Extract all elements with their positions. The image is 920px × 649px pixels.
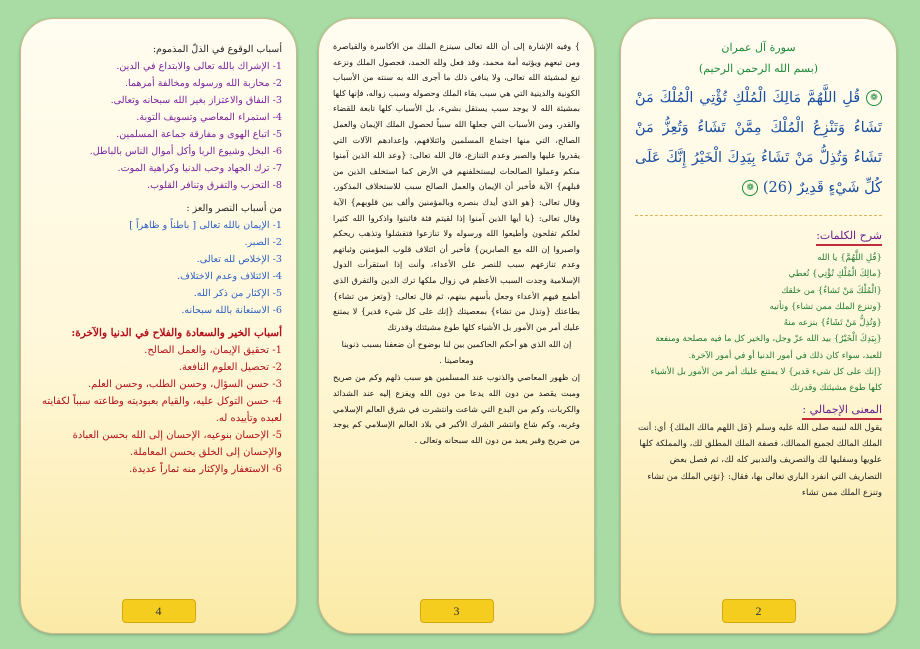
verse-text: قُلِ اللَّهُمَّ مَالِكَ الْمُلْكِ تُؤْتِي الْمُلْكَ مَنْ تَشَاءُ وَتَنْزِعُ الْمُلْكَ مِمَّنْ تَشَاءُ وَتُعِزُّ مَنْ تَشَاءُ وَتُذِلُّ مَنْ تَشَاءُ بِيَدِكَ الْخَيْرُ إِنَّكَ عَلَى كُلِّ شَيْءٍ قَدِيرٌ (26) [635,90,882,196]
page-number-badge: 2 [722,599,796,623]
sura-title: سورة آل عمران [721,41,796,54]
list-item: 7- ترك الجهاد وحب الدنيا وكراهية الموت. [117,163,282,174]
page-3-content [333,39,580,450]
list-item: 3- الإخلاص لله تعالى. [196,254,282,265]
list-item: 2- محاربة الله ورسوله ومخالفة أمرهما. [124,78,282,89]
list-item: 1- تحقيق الإيمان، والعمل الصالح. [144,345,282,356]
list-item: 4- استمراء المعاصي وتسويف التوبة. [136,112,282,123]
glossary-item: {بِيَدِكَ الْخَيْرُ} بيد الله عزّ وجل، والخير كل ما فيه مصلحة ومنفعة للعبد، سواء كان ذلك في أمور الدنيا أو في أمور الآخرة. [655,334,882,361]
commentary-paragraph: إن ظهور المعاصي والذنوب عند المسلمين هو سبب ذلهم وكم من صريح ومبت يقصد من دون الله يدعا من دون الله ويفزع إليه عند الشدائد والكربات، وكم من البدع التي شاعت وانتشرت في شرق العالم الإسلامي وغربه، وكم شاع وانتشر الشرك الأكبر في بلاد العالم الإسلامي كم يوجد من ضريح وقبر يعبد من دون الله سبحانه وتعالى . [333,372,580,445]
victory-causes-heading: من أسباب النصر والعز : [186,203,282,214]
glossary-heading: شرح الكلمات: [816,229,882,246]
goodness-causes-heading: أسباب الخير والسعادة والفلاح في الدنيا والآخرة: [71,327,282,339]
list-item: 6- الاستعانة بالله سبحانه. [181,305,282,316]
glossary-item: {وتنزع الملك ممن تشاء} وتأتيه [769,301,882,312]
list-item: 3- حسن السؤال، وحسن الطلب، وحسن العلم. [88,379,282,390]
divider [635,215,882,216]
list-item: 2- الصبر. [244,237,282,248]
meaning-text: يقول الله لنبيه صلى الله عليه وسلم {قل اللهم مالك الملك} أي: أنت الملك المالك لجميع الممالك، فصفة الملك المطلق لك، والمملكة كلها علويها وسفليها لك والتصريف والتدبير كله لك، ثم فصل بعض التصاريف التي انفرد الباري تعالى بها، فقال: {تؤتي الملك من تشاء وتنزع الملك ممن تشاء [638,422,882,498]
glossary-item: {وَتُذِلُّ مَنْ تَشَاءُ} بنزعه منهُ [783,318,882,329]
page-4-panel [20,18,297,634]
page-4-content [35,41,282,478]
list-item: 4- حسن التوكل عليه، والقيام بعبوديته وطاعته سبباً لكفايته لعبده وتأييده له. [42,396,282,424]
verse-ornament-icon: ❁ [866,90,882,106]
page-3-panel [318,18,595,634]
list-item: 3- النفاق والاعتزاز بغير الله سبحانه وتعالى. [110,95,282,106]
list-item: 6- الاستغفار والإكثار منه ثماراً عديدة. [129,464,282,475]
list-item: 5- الإحسان بنوعيه، الإحسان إلى الله بحسن العبادة والإحسان إلى الخلق بحسن المعاملة. [72,430,282,458]
humiliation-causes-heading: أسباب الوقوع في الذلّ المذموم: [152,44,282,55]
quran-verse [635,83,882,203]
glossary-item: {إنك على كل شيء قدير} لا يمتنع عليك أمر من الأمور بل الأشياء كلها طوع مشيئتك وقدرتك [650,367,882,394]
list-item: 1- الإشراك بالله تعالى والابتداع في الدين. [116,61,282,72]
meaning-heading: المعنى الإجمالي : [802,403,882,420]
glossary-item: {الْمُلْكَ مَنْ تَشاءُ} من خلقك [781,285,882,296]
glossary [635,250,882,397]
list-item: 6- البخل وشيوع الربا وأكل أموال الناس بالباطل. [89,146,282,157]
basmala: (بسم الله الرحمن الرحيم) [698,62,819,75]
page-2-panel [620,18,897,634]
page-number-badge: 3 [420,599,494,623]
verse-ornament-icon: ❁ [742,180,758,196]
page-number-badge: 4 [122,599,196,623]
glossary-item: {قُلِ اللَّهُمَّ} يا الله [817,253,882,263]
list-item: 8- التحزب والتفرق وتنافر القلوب. [147,180,282,191]
list-item: 5- الإكثار من ذكر الله. [193,288,282,299]
list-item: 4- الائتلاف وعدم الاختلاف. [177,271,282,282]
commentary-paragraph: إن الله الذي هو أحكم الحاكمين بين لنا بوضوح أن ضعفنا بسبب ذنوبنا ومعاصينا . [341,339,572,365]
list-item: 2- تحصيل العلوم النافعة. [178,362,282,373]
list-item: 1- الإيمان بالله تعالى [ باطناً و ظاهراً ] [129,220,282,231]
page-2-content [635,41,882,501]
list-item: 5- اتباع الهوى و مفارقة جماعة المسلمين. [116,129,282,140]
glossary-item: {مالِكَ الْمُلْكِ تُؤْتِي} تُعطي [788,269,882,280]
commentary-paragraph: } وفيه الإشارة إلى أن الله تعالى سينزع الملك من الأكاسرة والقياصرة ومن تبعهم ويؤتيه أمة محمد، وقد فعل ولله الحمد، فحصول الملك ونزعه تبع لمشيئة الله تعالى، ولا ينافي ذلك ما أجرى الله به سنته من الأسباب الكونية والدينية التي هي سبب بقاء الملك وحصوله وسبب زواله، فإنها كلها بمشيئة الله لا يوجد سبب يستقل بشيء، بل الأسباب كلها تابعة للقضاء والقدر، ومن الأسباب التي جعلها الله سبباً لحصول الملك الإيمان والعمل الصالح، التي منها اجتماع المسلمين وائتلافهم، وإعدادهم الآلات التي يقدروا عليها والصبر وعدم التنازع، قال الله تعالى: {وعد الله الذين آمنوا منكم وعملوا الصالحات ليستخلفنهم في الأرض كما استخلف الذين من قبلهم} الآية فأخبر أن الإيمان والعمل الصالح سبب للاستخلاف المذكور، وقال تعالى: {هو الذي أيدك بنصره وبالمؤمنين وألف بين قلوبهم} الآية وقال تعالى: {يا أيها الذين آمنوا إذا لقيتم فئة فاثبتوا واذكروا الله كثيرا لعلكم تفلحون وأطيعوا الله ورسوله ولا تنازعوا فتفشلوا وتذهب ريحكم واصبروا إن الله مع الصابرين} فأخبر أن ائتلاف قلوب المؤمنين وثباتهم وعدم تنازعهم سبب للنصر على الأعداء، وأنت إذا استقرأت الدول الإسلامية وجدت السبب الأعظم في زوال ملكها ترك الدين والتفرق الذي أطمع فيهم الأعداء وجعل بأسهم بينهم، ثم قال تعالى: {وتعز من تشاء} بطاعتك {وتذل من تشاء} بمعصيتك {إنك على كل شيء قدير} لا يمتنع عليك أمر من الأمور بل الأشياء كلها طوع مشيئتك وقدرتك [333,41,580,332]
